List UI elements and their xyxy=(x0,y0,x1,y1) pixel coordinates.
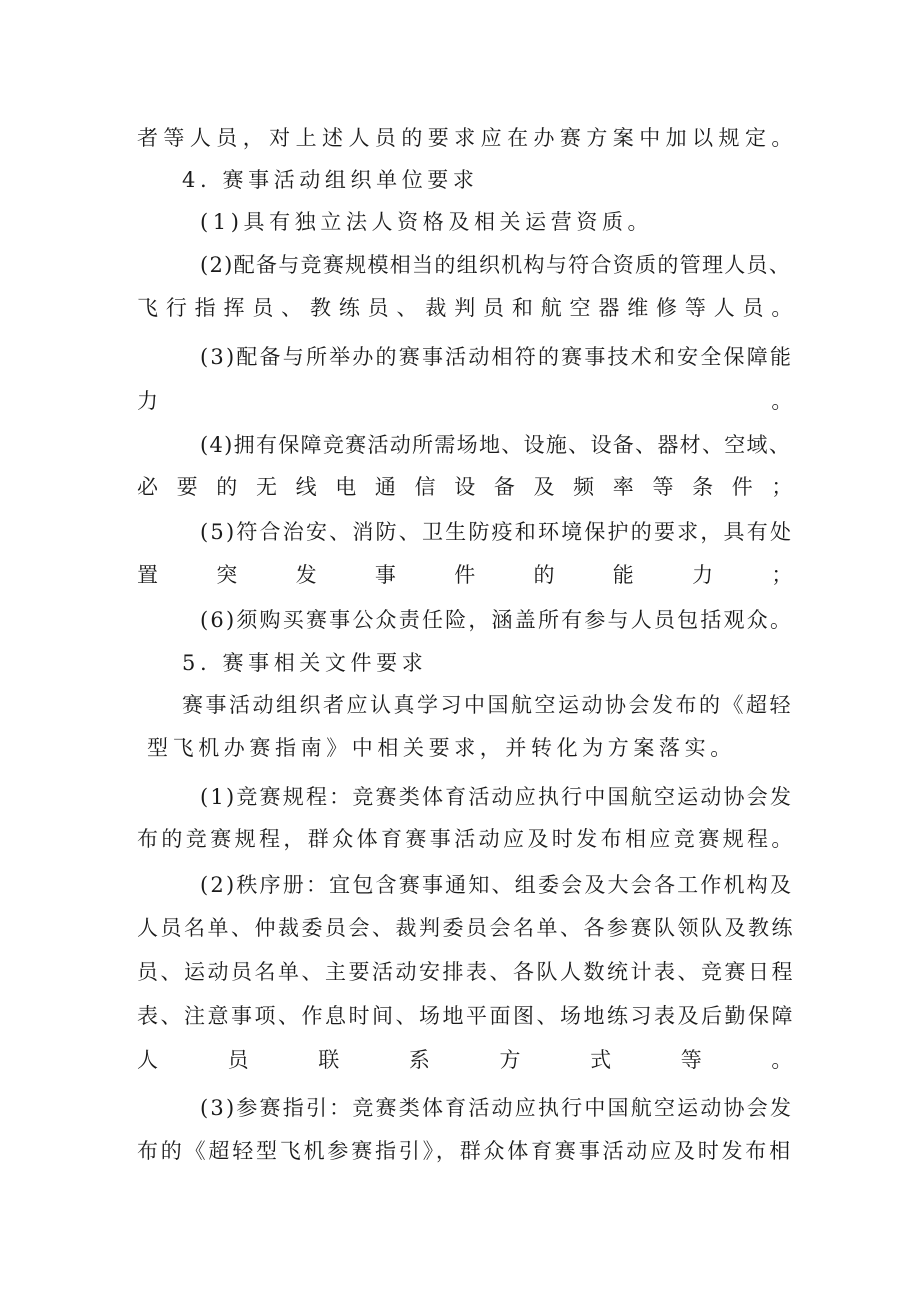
text-line: (3)参赛指引：竞赛类体育活动应执行中国航空运动协会发 xyxy=(200,1096,794,1120)
text-line: (2)秩序册：宜包含赛事通知、组委会及大会各工作机构及 xyxy=(200,873,794,897)
text-line: 人员联系方式等。 xyxy=(137,1048,797,1072)
text-line: (2)配备与竞赛规模相当的组织机构与符合资质的管理人员、 xyxy=(200,253,792,277)
text-line: 者等人员，对上述人员的要求应在办赛方案中加以规定。 xyxy=(137,126,797,150)
text-line: 布的竞赛规程，群众体育赛事活动应及时发布相应竞赛规程。 xyxy=(137,827,796,851)
text-line: 赛事活动组织者应认真学习中国航空运动协会发布的《超轻 xyxy=(182,693,793,717)
section-heading: 5. 赛事相关文件要求 xyxy=(182,651,428,675)
text-line: (4)拥有保障竞赛活动所需场地、设施、设备、器材、空域、 xyxy=(200,433,792,457)
text-line: (3)配备与所举办的赛事活动相符的赛事技术和安全保障能 xyxy=(200,345,794,369)
text-line: 员、运动员名单、主要活动安排表、各队人数统计表、竞赛日程 xyxy=(137,960,795,984)
section-heading: 4. 赛事活动组织单位要求 xyxy=(182,168,479,192)
text-line: (1)具有独立法人资格及相关运营资质。 xyxy=(200,210,654,234)
text-line: 布的《超轻型飞机参赛指引》，群众体育赛事活动应及时发布相 xyxy=(137,1139,793,1163)
text-line: 表、注意事项、作息时间、场地平面图、场地练习表及后勤保障 xyxy=(137,1004,795,1028)
text-line: 人员名单、仲裁委员会、裁判委员会名单、各参赛队领队及教练 xyxy=(137,916,795,940)
text-line: 置突发事件的能力； xyxy=(137,563,797,587)
text-line: 型飞机办赛指南》中相关要求，并转化为方案落实。 xyxy=(147,736,736,760)
text-line: (5)符合治安、消防、卫生防疫和环境保护的要求，具有处 xyxy=(200,520,794,544)
text-line: 力。 xyxy=(137,389,797,413)
text-line: 必要的无线电通信设备及频率等条件； xyxy=(137,475,797,499)
text-line: 飞行指挥员、教练员、裁判员和航空器维修等人员。 xyxy=(137,296,797,320)
text-line: (6)须购买赛事公众责任险，涵盖所有参与人员包括观众。 xyxy=(200,608,794,632)
text-line: (1)竞赛规程：竞赛类体育活动应执行中国航空运动协会发 xyxy=(200,785,794,809)
